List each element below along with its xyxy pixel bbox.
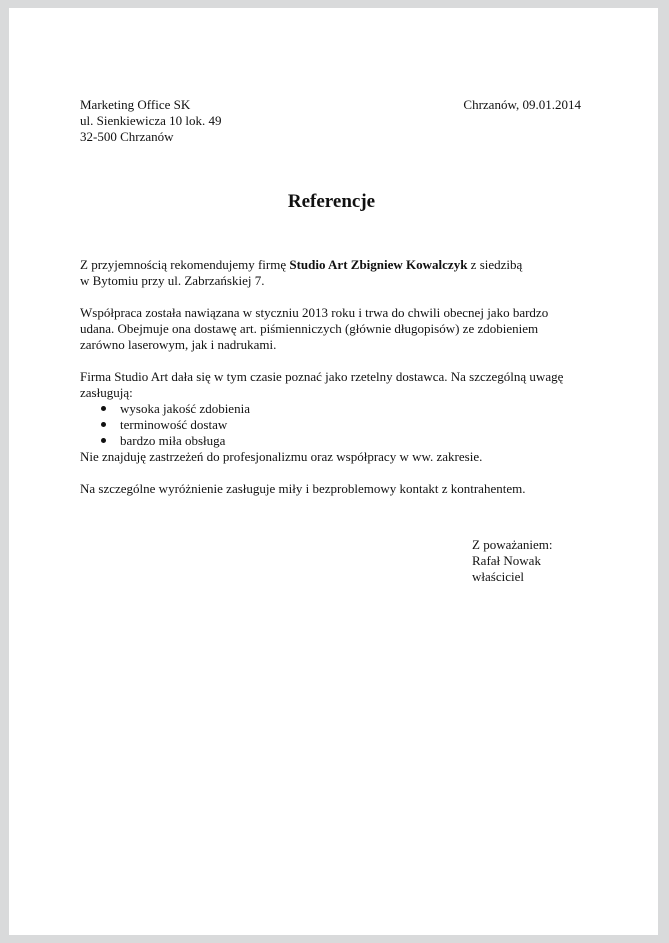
bullet-icon — [101, 406, 106, 411]
closing-salutation: Z poważaniem: — [472, 537, 553, 552]
paragraph1-after: z siedzibą — [467, 257, 523, 272]
sender-name: Marketing Office SK — [80, 97, 191, 112]
paragraph-no-objections: Nie znajduję zastrzeżeń do profesjonalizmu oraz współpracy w ww. zakresie. — [80, 449, 483, 464]
list-item: bardzo miła obsługa — [80, 433, 590, 449]
document-page — [9, 8, 658, 935]
sender-address — [80, 97, 222, 145]
paragraph2-line2: udana. Obejmuje ona dostawę art. piśmienniczych (głównie długopisów) ze zdobieniem — [80, 321, 539, 336]
paragraph1-before: Z przyjemnością rekomendujemy firmę — [80, 257, 290, 272]
signer-name: Rafał Nowak — [472, 553, 541, 568]
merits-list — [80, 401, 590, 449]
list-item: terminowość dostaw — [80, 417, 590, 433]
list-item: wysoka jakość zdobienia — [80, 401, 590, 417]
paragraph2-line3: zarówno laserowym, jak i nadrukami. — [80, 337, 277, 352]
sender-city: 32-500 Chrzanów — [80, 129, 174, 144]
paragraph-recommendation — [80, 257, 590, 289]
paragraph3-line2: zasługują: — [80, 385, 133, 400]
paragraph2-line1: Współpraca została nawiązana w styczniu 2013 roku i trwa do chwili obecnej jako bardzo — [80, 305, 549, 320]
signer-role: właściciel — [472, 569, 524, 584]
letter-body — [80, 257, 590, 497]
sender-street: ul. Sienkiewicza 10 lok. 49 — [80, 113, 222, 128]
bullet-icon — [101, 438, 106, 443]
paragraph-cooperation — [80, 305, 590, 353]
place-and-date: Chrzanów, 09.01.2014 — [463, 97, 581, 112]
paragraph3-line1: Firma Studio Art dała się w tym czasie poznać jako rzetelny dostawca. Na szczególną uwagę — [80, 369, 564, 384]
company-name: Studio Art Zbigniew Kowalczyk — [289, 257, 468, 272]
paragraph-merits — [80, 369, 590, 401]
document-title: Referencje — [287, 191, 376, 212]
paragraph1-line2: w Bytomiu przy ul. Zabrzańskiej 7. — [80, 273, 265, 288]
bullet-icon — [101, 422, 106, 427]
signature-block — [472, 537, 553, 585]
paragraph-distinction: Na szczególne wyróżnienie zasługuje miły i bezproblemowy kontakt z kontrahentem. — [80, 481, 526, 496]
